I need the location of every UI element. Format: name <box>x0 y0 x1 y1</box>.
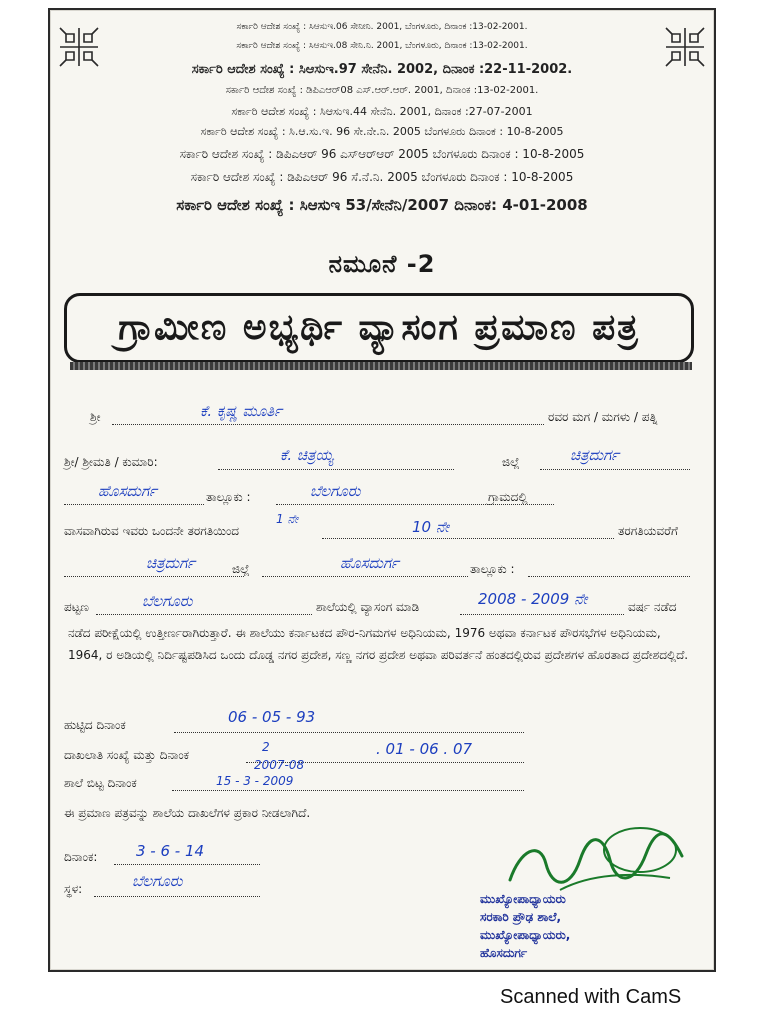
dob-value: 06 - 05 - 93 <box>228 708 316 726</box>
scan-watermark: Scanned with CamS <box>500 986 682 1008</box>
government-order-line: ಸರ್ಕಾರಿ ಆದೇಶ ಸಂಖ್ಯೆ : ಸಿಆಸುಇ.97 ಸೇನೆನಿ. 2002, ದಿನಾಂಕ :22-11-2002. <box>191 62 573 77</box>
parent-label: ಶ್ರೀ/ ಶ್ರೀಮತಿ / ಕುಮಾರಿ: <box>64 455 158 469</box>
stamp-line: ಮುಖ್ಯೋಪಾಧ್ಯಾಯರು, <box>480 928 571 942</box>
school-label: ಶಾಲೆಯಲ್ಲಿ ವ್ಯಾಸಂಗ ಮಾಡಿ <box>316 600 420 614</box>
taluk2-value: ಹೊಸದುರ್ಗ <box>340 554 399 572</box>
town-line <box>96 614 312 615</box>
government-order-line: ಸರ್ಕಾರಿ ಆದೇಶ ಸಂಖ್ಯೆ : ಡಿಪಿಎಆರ್ 96 ಎಸ್‌ಆರ್‌ಆರ್ 2005 ಬೆಂಗಳೂರು ದಿನಾಂಕ : 10-8-2005 <box>179 147 585 161</box>
village-line <box>64 504 204 505</box>
year-value: 2008 - 2009 ನೇ <box>478 590 588 608</box>
taluk2-label: ತಾಲ್ಲೂಕು : <box>470 562 515 576</box>
year-line <box>460 614 624 615</box>
dob-line <box>174 732 524 733</box>
leaving-label: ಶಾಲೆ ಬಿಟ್ಟ ದಿನಾಂಕ <box>64 776 137 790</box>
taluk2-line <box>262 576 468 577</box>
place-value: ಬೆಲಗೂರು <box>132 872 183 890</box>
place-label: ಸ್ಥಳ: <box>64 882 83 896</box>
district2-value: ಚಿತ್ರದುರ್ಗ <box>146 554 196 572</box>
stamp-line: ಮುಖ್ಯೋಪಾಧ್ಯಾಯರು <box>480 892 566 906</box>
village-value: ಹೊಸದುರ್ಗ <box>98 482 157 500</box>
resident-label: ವಾಸವಾಗಿರುವ ಇವರು ಒಂದನೇ ತರಗತಿಯಿಂದ <box>64 524 240 538</box>
title-underline <box>70 362 692 370</box>
date-value: 3 - 6 - 14 <box>136 842 205 860</box>
stamp-line: ಹೊಸದುರ್ಗ <box>480 946 528 960</box>
government-order-line: ಸರ್ಕಾರಿ ಆದೇಶ ಸಂಖ್ಯೆ : ಡಿಪಿಎಆರ್ 96 ಸೆ.ನೆ.ನಿ. 2005 ಬೆಂಗಳೂರು ದಿನಾಂಕ : 10-8-2005 <box>190 170 574 184</box>
taluk-value: ಬೆಲಗೂರು <box>310 482 361 500</box>
date-line <box>114 864 260 865</box>
government-order-line: ಸರ್ಕಾರಿ ಆದೇಶ ಸಂಖ್ಯೆ : ಸಿಆಸುಇ.08 ಸೇನಿ.ನಿ. 2001, ಬೆಂಗಳೂರು, ದಿನಾಂಕ :13-02-2001. <box>236 41 528 51</box>
taluk2-end-line <box>528 576 690 577</box>
to-class-value: 10 ನೇ <box>412 518 450 536</box>
year-label: ವರ್ಷ ನಡೆದ <box>628 600 677 614</box>
parent-line <box>218 469 454 470</box>
form-number: ನಮೂನೆ -2 <box>328 250 436 278</box>
son-of-label: ರವರ ಮಗ / ಮಗಳು / ಪತ್ನಿ <box>548 410 658 424</box>
name-value: ಕೆ. ಕೃಷ್ಣ ಮೂರ್ತಿ <box>200 402 283 420</box>
eligibility-paragraph: ನಡೆದ ಪರೀಕ್ಷೆಯಲ್ಲಿ ಉತ್ತೀರ್ಣರಾಗಿರುತ್ತಾರೆ. ಈ ಶಾಲೆಯು ಕರ್ನಾಟಕದ ಪೌರ-ನಿಗಮಗಳ ಅಧಿನಿಯಮ, 1976 ಅಥವಾ ಕರ್ನಾಟಕ ಪೌರಸಭೆಗಳ ಅಧಿನಿಯಮ, 1964, ರ ಅಡಿಯಲ್ಲಿ ನಿರ್ದಿಷ್ಟಪಡಿಸಿದ ಒಂದು ದೊಡ್ಡ ನಗರ ಪ್ರದೇಶ, ಸಣ್ಣ ನಗರ ಪ್ರದೇಶ ಅಥವಾ ಪರಿವರ್ತನೆ ಹಂತದಲ್ಲಿರುವ ಪ್ರದೇಶಗಳ ಹೊರತಾದ ಪ್ರದೇಶದಲ್ಲಿದೆ. <box>68 626 689 662</box>
shri-label: ಶ್ರೀ <box>90 410 101 424</box>
class-line <box>322 538 614 539</box>
headmaster-stamp <box>480 890 680 962</box>
admission-date: . 01 - 06 . 07 <box>376 740 473 758</box>
village-label: ಗ್ರಾಮದಲ್ಲಿ <box>488 490 528 504</box>
government-order-line: ಸರ್ಕಾರಿ ಆದೇಶ ಸಂಖ್ಯೆ : ಸಿಆಸುಇ 53/ಸೇನೆನಿ/2007 ದಿನಾಂಕ: 4-01-2008 <box>176 196 588 214</box>
taluk-label: ತಾಲ್ಲೂಕು : <box>206 490 251 504</box>
government-order-line: ಸರ್ಕಾರಿ ಆದೇಶ ಸಂಖ್ಯೆ : ಸಿಆಸುಇ.44 ಸೇನೆನಿ. 2001, ದಿನಾಂಕ :27-07-2001 <box>231 105 533 118</box>
district2-line <box>64 576 244 577</box>
certificate-title: ಗ್ರಾಮೀಣ ಅಭ್ಯರ್ಥಿ ವ್ಯಾಸಂಗ ಪ್ರಮಾಣ ಪತ್ರ <box>64 293 694 363</box>
place-line <box>94 896 260 897</box>
name-line <box>112 424 544 425</box>
government-order-line: ಸರ್ಕಾರಿ ಆದೇಶ ಸಂಖ್ಯೆ : ಸಿಆಸುಇ.06 ಸೇನೀನಿ. 2001, ಬೆಂಗಳೂರು, ದಿನಾಂಕ :13-02-2001. <box>236 22 528 32</box>
leaving-line <box>172 790 524 791</box>
district-label: ಜಿಲ್ಲೆ <box>502 455 520 469</box>
up-to-class-label: ತರಗತಿಯವರೆಗೆ <box>618 524 678 538</box>
admission-year: 2007-08 <box>254 758 305 772</box>
government-order-line: ಸರ್ಕಾರಿ ಆದೇಶ ಸಂಖ್ಯೆ : ಡಿಪಿಎಆರ್08 ಎಸ್.ಆರ್.ಆರ್. 2001, ದಿನಾಂಕ :13-02-2001. <box>225 85 539 96</box>
certificate-paper <box>48 8 716 972</box>
town-label: ಪಟ್ಟಣ <box>64 600 89 614</box>
district-value: ಚಿತ್ರದುರ್ಗ <box>570 446 620 464</box>
leaving-value: 15 - 3 - 2009 <box>216 774 294 788</box>
admission-label: ದಾಖಲಾತಿ ಸಂಖ್ಯೆ ಮತ್ತು ದಿನಾಂಕ <box>64 748 190 762</box>
town-value: ಬೆಲಗೂರು <box>142 592 193 610</box>
government-order-line: ಸರ್ಕಾರಿ ಆದೇಶ ಸಂಖ್ಯೆ : ಸಿ.ಆ.ಸು.ಇ. 96 ಸೇ.ನೇ.ನಿ. 2005 ಬೆಂಗಳೂರು ದಿನಾಂಕ : 10-8-2005 <box>200 125 564 138</box>
stamp-line: ಸರಕಾರಿ ಪ್ರೌಢ ಶಾಲೆ, <box>480 910 562 924</box>
headmaster-signature <box>500 820 690 900</box>
date-label: ದಿನಾಂಕ: <box>64 850 98 864</box>
admission-number: 2 <box>262 740 270 754</box>
certify-text: ಈ ಪ್ರಮಾಣ ಪತ್ರವನ್ನು ಶಾಲೆಯ ದಾಖಲೆಗಳ ಪ್ರಕಾರ ನೀಡಲಾಗಿದೆ. <box>64 806 311 820</box>
from-class-value: 1 ನೇ <box>276 512 299 526</box>
parent-value: ಕೆ. ಚಿತ್ರಯ್ಯ <box>280 446 334 464</box>
dob-label: ಹುಟ್ಟಿದ ದಿನಾಂಕ <box>64 718 126 732</box>
district2-label: ಜಿಲ್ಲೆ <box>232 562 250 576</box>
district-line <box>540 469 690 470</box>
